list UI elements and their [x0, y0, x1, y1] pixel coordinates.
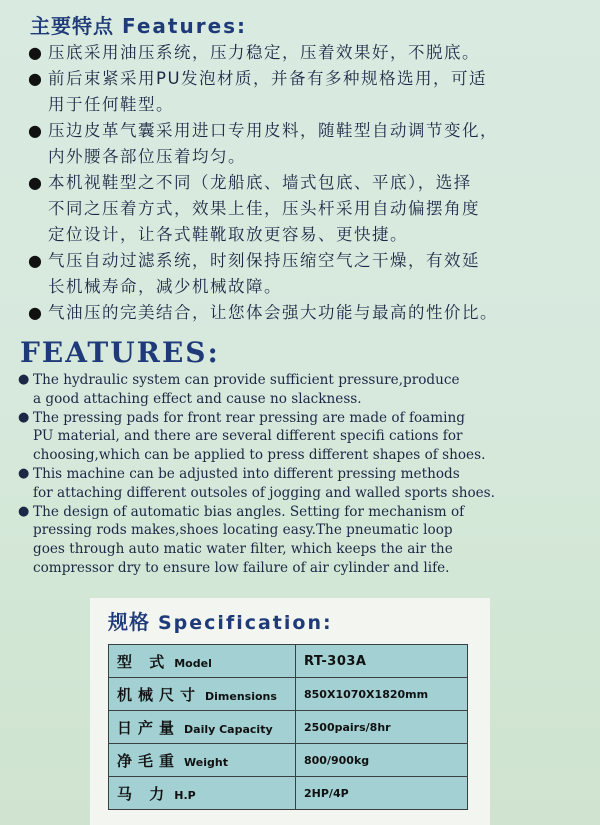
- spec-title: [108, 606, 333, 635]
- feature-text-line: The pressing pads for front rear pressing are made of foaming: [33, 409, 465, 426]
- spec-title-chinese: 规格: [108, 610, 150, 634]
- spec-table: [108, 644, 468, 810]
- spec-value: 850X1070X1820mm: [296, 678, 468, 711]
- spec-label-chinese: 净毛重: [117, 751, 181, 770]
- feature-text-line: for attaching different outsoles of jogging and walled sports shoes.: [33, 484, 495, 501]
- feature-text-line: 本机视鞋型之不同（龙船底、墙式包底、平底），选择: [48, 173, 472, 192]
- spec-label-english: Model: [174, 656, 212, 670]
- bullet-icon: ●: [28, 43, 44, 62]
- spec-value: 2500pairs/8hr: [296, 711, 468, 744]
- bullet-icon: ●: [18, 465, 30, 481]
- feature-text-line: 气压自动过滤系统，时刻保持压缩空气之干燥，有效延: [48, 251, 480, 270]
- feature-item: [28, 118, 588, 170]
- bullet-icon: ●: [28, 303, 44, 322]
- feature-text-line: 压底采用油压系统，压力稳定，压着效果好，不脱底。: [48, 43, 480, 62]
- spec-row: [109, 678, 468, 711]
- bullet-icon: ●: [18, 503, 30, 519]
- spec-label-chinese: 型 式: [117, 652, 171, 671]
- feature-item: [18, 371, 593, 409]
- spec-row: [109, 711, 468, 744]
- feature-text-line: compressor dry to ensure low failure of air cylinder and life.: [33, 559, 450, 576]
- spec-value: RT-303A: [296, 645, 468, 678]
- feature-text-line: pressing rods makes,shoes locating easy.The pneumatic loop: [33, 522, 453, 539]
- feature-item: [18, 409, 593, 465]
- spec-label-english: Weight: [184, 755, 228, 769]
- bullet-icon: ●: [18, 409, 30, 425]
- feature-text-line: 气油压的完美结合，让您体会强大功能与最高的性价比。: [48, 303, 498, 322]
- spec-label-english: H.P: [174, 788, 196, 802]
- feature-text-line: 前后束紧采用PU发泡材质，并备有多种规格选用，可适: [48, 69, 488, 88]
- feature-text-line: 定位设计，让各式鞋靴取放更容易、更快捷。: [48, 225, 408, 244]
- spec-label-chinese: 马 力: [117, 784, 171, 803]
- feature-text-line: choosing,which can be applied to press different shapes of shoes.: [33, 447, 486, 464]
- feature-item: [28, 170, 588, 248]
- bullet-icon: ●: [28, 121, 44, 140]
- feature-text-line: 用于任何鞋型。: [48, 95, 174, 114]
- feature-item: [18, 503, 593, 578]
- en-feature-list: [18, 371, 593, 578]
- bullet-icon: ●: [18, 372, 30, 387]
- feature-text-line: The design of automatic bias angles. Setting for mechanism of: [33, 503, 465, 520]
- feature-text-line: 长机械寿命，减少机械故障。: [48, 277, 282, 296]
- spec-row: [109, 777, 468, 810]
- cn-feature-list: [28, 40, 588, 326]
- spec-title-english: Specification:: [158, 612, 333, 634]
- feature-text-line: a good attaching effect and cause no slackness.: [33, 390, 362, 407]
- feature-item: [28, 248, 588, 300]
- feature-text-line: goes through auto matic water filter, which keeps the air the: [33, 541, 453, 558]
- spec-label-english: Dimensions: [205, 689, 277, 703]
- spec-label-english: Daily Capacity: [184, 722, 273, 736]
- feature-text-line: 压边皮革气囊采用进口专用皮料，随鞋型自动调节变化，: [48, 121, 498, 140]
- spec-label-chinese: 日产量: [117, 718, 181, 737]
- cn-title-english: Features:: [122, 14, 248, 38]
- feature-text-line: 内外腰各部位压着均匀。: [48, 147, 246, 166]
- bullet-icon: ●: [28, 173, 44, 192]
- feature-text-line: 不同之压着方式，效果上佳，压头杆采用自动偏摆角度: [48, 199, 480, 218]
- spec-label: [109, 645, 296, 678]
- spec-label: [109, 744, 296, 777]
- feature-text-line: PU material, and there are several different specifi cations for: [33, 428, 463, 445]
- feature-item: [28, 300, 588, 326]
- cn-title-chinese: 主要特点: [30, 14, 114, 38]
- spec-value: 2HP/4P: [296, 777, 468, 810]
- feature-text-line: This machine can be adjusted into different pressing methods: [33, 465, 460, 482]
- en-section-title: FEATURES:: [20, 336, 220, 369]
- feature-item: [28, 40, 588, 66]
- spec-label: [109, 777, 296, 810]
- spec-label: [109, 678, 296, 711]
- spec-label-chinese: 机械尺寸: [117, 685, 202, 704]
- spec-row: [109, 744, 468, 777]
- feature-text-line: The hydraulic system can provide sufficient pressure,produce: [33, 372, 460, 388]
- spec-value: 800/900kg: [296, 744, 468, 777]
- bullet-icon: ●: [28, 251, 44, 270]
- spec-row: [109, 645, 468, 678]
- spec-label: [109, 711, 296, 744]
- bullet-icon: ●: [28, 69, 44, 88]
- cn-section-title: [30, 10, 247, 39]
- feature-item: [28, 66, 588, 118]
- feature-item: [18, 465, 593, 503]
